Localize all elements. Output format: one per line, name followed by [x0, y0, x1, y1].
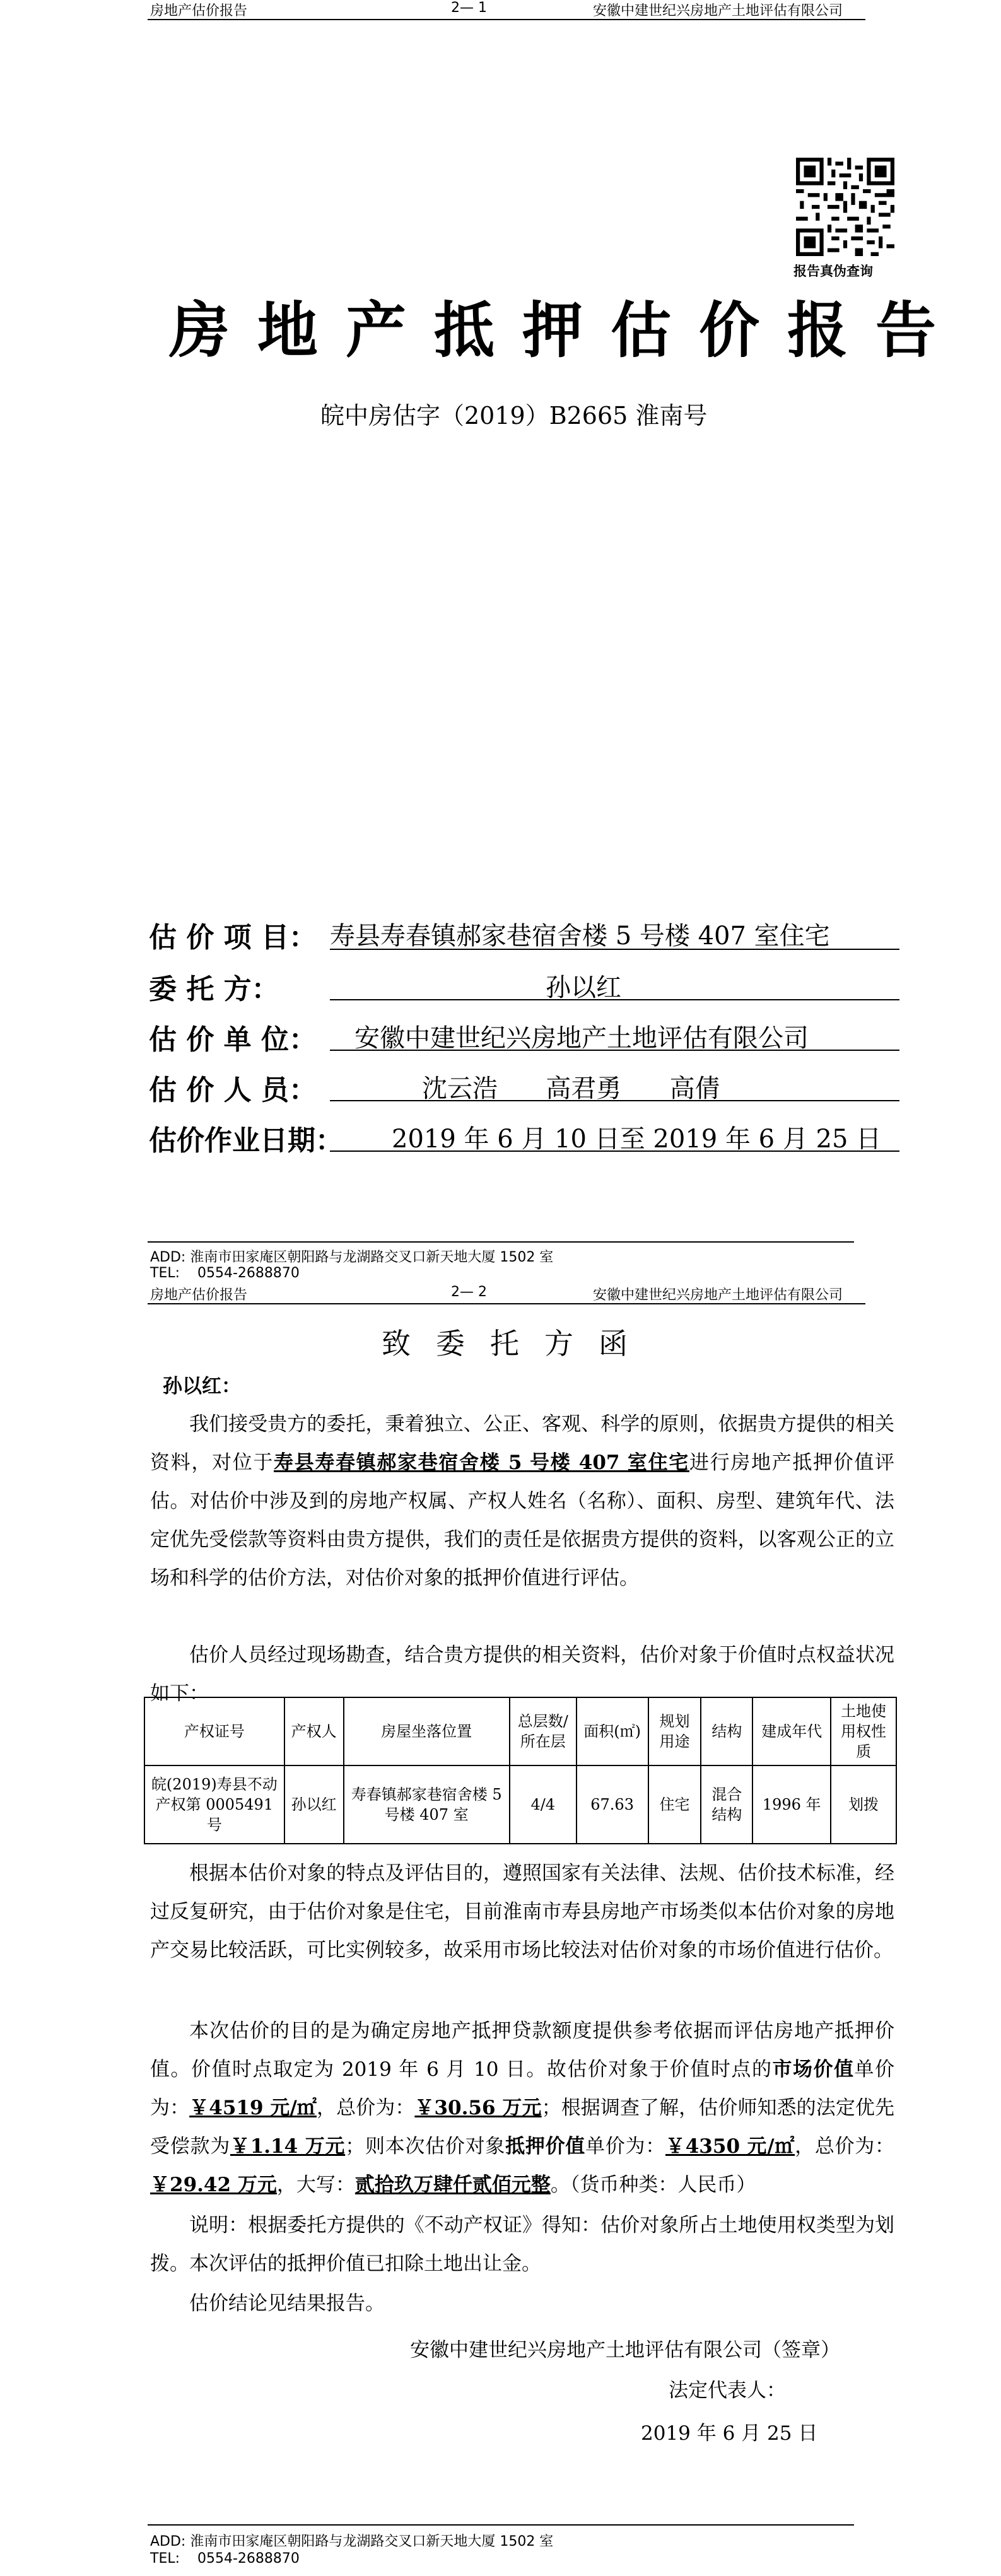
table-cell: 1996 年: [752, 1765, 831, 1844]
field-underline: [330, 949, 899, 950]
header-page-number: 2— 1: [451, 0, 487, 16]
field-label-project: 估 价 项 目：: [149, 922, 317, 954]
table-header: 产权证号: [144, 1697, 284, 1765]
property-info-table: [144, 1697, 897, 1844]
footer-address: ADD: 淮南市田家庵区朝阳路与龙湖路交叉口新天地大厦 1502 室: [150, 2534, 554, 2550]
footer-rule: [148, 1241, 854, 1243]
table-cell: 混合结构: [701, 1765, 752, 1844]
mortgage-value-label: 抵押价值: [505, 2135, 586, 2158]
table-row: [144, 1765, 896, 1844]
paragraph-4: 本次估价的目的是为确定房地产抵押贷款额度提供参考依据而评估房地产抵押价值。价值时点取定为 2019 年 6 月 10 日。故估价对象于价值时点的市场价值单价为：￥4519 元/㎡，总价为：￥30.56 万元；根据调查了解，估价师知悉的法定优先受偿款为￥1.14 万元；则本次估价对象抵押价值单价为：￥4350 元/㎡，总价为：￥29.42 万元，大写：贰拾玖万肆仟贰佰元整。（货币种类：人民币）: [150, 2020, 895, 2196]
report-number: 皖中房估字（2019）B2665 淮南号: [320, 402, 708, 430]
footer-phone: TEL: 0554-2688870: [150, 1265, 300, 1281]
header-page-number: 2— 2: [451, 1284, 487, 1300]
table-header: 土地使用权性质: [831, 1697, 896, 1765]
footer-phone: TEL: 0554-2688870: [150, 2551, 300, 2567]
paragraph-3: 根据本估价对象的特点及评估目的，遵照国家有关法律、法规、估价技术标准，经过反复研究，由于估价对象是住宅，目前淮南市寿县房地产市场类似本估价对象的房地产交易比较活跃，可比实例较多，故采用市场比较法对估价对象的市场价值进行估价。: [150, 1862, 894, 1962]
field-underline: [330, 1100, 899, 1101]
field-label-client: 委 托 方：: [149, 973, 279, 1005]
letter-title: 致委托方函: [382, 1326, 653, 1361]
qr-code-icon: [796, 158, 894, 256]
table-cell: 67.63: [577, 1765, 648, 1844]
header-rule: [148, 19, 865, 20]
table-cell: 寿春镇郝家巷宿舍楼 5 号楼 407 室: [344, 1765, 510, 1844]
field-label-appraisers: 估 价 人 员：: [149, 1074, 317, 1106]
market-value-label: 市场价值: [772, 2058, 855, 2081]
qr-caption: 报告真伪查询: [793, 264, 873, 279]
header-right: 安徽中建世纪兴房地产土地评估有限公司: [593, 1287, 843, 1303]
table-header: 规划用途: [648, 1697, 701, 1765]
table-header: 面积(㎡): [577, 1697, 648, 1765]
mortgage-total-price: ￥29.42 万元: [150, 2174, 277, 2196]
field-value-appraiser-org: 安徽中建世纪兴房地产土地评估有限公司: [354, 1024, 809, 1053]
field-underline: [330, 1150, 899, 1152]
signature-company: 安徽中建世纪兴房地产土地评估有限公司（签章）: [410, 2339, 840, 2362]
footer-rule: [148, 2524, 854, 2526]
field-value-work-date: 2019 年 6 月 10 日至 2019 年 6 月 25 日: [392, 1125, 882, 1154]
property-name: 寿县寿春镇郝家巷宿舍楼 5 号楼 407 室住宅: [274, 1451, 689, 1474]
table-header: 产权人: [284, 1697, 344, 1765]
paragraph-1: 我们接受贵方的委托，秉着独立、公正、客观、科学的原则，依据贵方提供的相关资料，对位于寿县寿春镇郝家巷宿舍楼 5 号楼 407 室住宅进行房地产抵押价值评估。对估价中涉及到的房地产权属、产权人姓名（名称）、面积、房型、建筑年代、法定优先受偿款等资料由贵方提供，我们的责任是依据贵方提供的资料，以客观公正的立场和科学的估价方法，对估价对象的抵押价值进行评估。: [150, 1413, 895, 1590]
field-label-work-date: 估价作业日期：: [149, 1125, 343, 1157]
paragraph-2: 估价人员经过现场勘查，结合贵方提供的相关资料，估价对象于价值时点权益状况如下：: [150, 1644, 894, 1705]
table-header: 结构: [701, 1697, 752, 1765]
header-right: 安徽中建世纪兴房地产土地评估有限公司: [593, 3, 843, 19]
salutation: 孙以红：: [163, 1375, 241, 1398]
field-value-appraisers: 沈云浩 高君勇 高倩: [422, 1074, 720, 1103]
field-label-appraiser-org: 估 价 单 位：: [149, 1024, 317, 1056]
amount-in-words: 贰拾玖万肆仟贰佰元整: [354, 2174, 551, 2196]
table-cell: 4/4: [510, 1765, 577, 1844]
field-value-client: 孙以红: [546, 973, 621, 1002]
market-total-price: ￥30.56 万元: [414, 2097, 542, 2119]
priority-payment: ￥1.14 万元: [230, 2135, 346, 2158]
paragraph-5: 说明：根据委托方提供的《不动产权证》得知：估价对象所占土地使用权类型为划拨。本次评估的抵押价值已扣除土地出让金。: [150, 2214, 894, 2275]
table-cell: 住宅: [648, 1765, 701, 1844]
header-left: 房地产估价报告: [150, 3, 248, 19]
market-unit-price: ￥4519 元/㎡: [189, 2097, 317, 2119]
table-header: 房屋坐落位置: [344, 1697, 510, 1765]
mortgage-unit-price: ￥4350 元/㎡: [665, 2135, 795, 2158]
table-header: 总层数/所在层: [510, 1697, 577, 1765]
field-underline: [330, 1050, 899, 1051]
table-cell: 划拨: [831, 1765, 896, 1844]
footer-address: ADD: 淮南市田家庵区朝阳路与龙湖路交叉口新天地大厦 1502 室: [150, 1250, 554, 1265]
table-cell: 孙以红: [284, 1765, 344, 1844]
table-header: 建成年代: [752, 1697, 831, 1765]
field-value-project: 寿县寿春镇郝家巷宿舍楼 5 号楼 407 室住宅: [330, 922, 830, 951]
header-rule: [148, 1303, 865, 1304]
signature-representative: 法定代表人：: [669, 2379, 786, 2402]
paragraph-6: 估价结论见结果报告。: [189, 2292, 385, 2315]
field-underline: [330, 999, 899, 1000]
report-title: 房地产抵押估价报告: [169, 295, 964, 366]
table-cell: 皖(2019)寿县不动产权第 0005491 号: [144, 1765, 284, 1844]
signature-date: 2019 年 6 月 25 日: [641, 2422, 818, 2445]
header-left: 房地产估价报告: [150, 1287, 248, 1303]
table-header-row: [144, 1697, 896, 1765]
